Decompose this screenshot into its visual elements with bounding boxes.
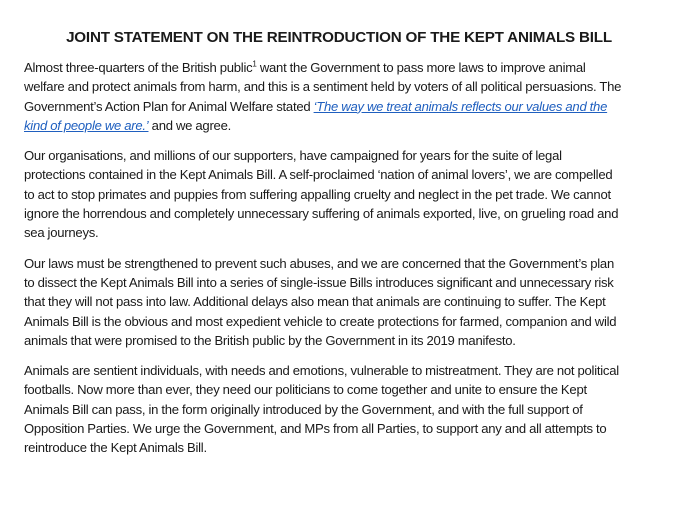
paragraph-2: Our organisations, and millions of our supporters, have campaigned for years for the suite of legal protections contained in the Kept Animals Bill. A self-proclaimed ‘nation of animal lovers’, we are compelled to act to stop primates and puppies from suffering appalling cruelty and neglect in the pet trade. We cannot ignore the horrendous and completely unnecessary suffering of animals exported, live, on grueling road and sea journeys. xyxy=(24,148,619,241)
paragraph-1 xyxy=(24,58,624,135)
paragraph-1-text-middle: want the Government to pass more laws to improve animal welfare and protect animals from harm, and this is a sentiment held by voters of all political persuasions. The Government’s Action Plan for Animal Welfare stated xyxy=(24,60,622,114)
action-plan-quote-link[interactable]: ‘The way we treat animals reflects our values and the kind of people we are.’ xyxy=(24,98,608,133)
paragraph-1-text-end: and we agree. xyxy=(148,117,232,133)
document-title: JOINT STATEMENT ON THE REINTRODUCTION OF THE KEPT ANIMALS BILL xyxy=(66,29,612,46)
paragraph-1-text-start: Almost three-quarters of the British public xyxy=(24,60,253,75)
paragraph-3: Our laws must be strengthened to prevent such abuses, and we are concerned that the Government’s plan to dissect the Kept Animals Bill into a series of single-issue Bills introduces significant and unnecessary risk that they will not pass into law. Additional delays also mean that animals are continuing to suffer. The Kept Animals Bill is the obvious and most expedient vehicle to create protections for farmed, companion and wild animals that were promised to the British public by the Government in its 2019 manifesto. xyxy=(24,255,617,348)
paragraph-4: Animals are sentient individuals, with needs and emotions, vulnerable to mistreatment. They are not political footballs. Now more than ever, they need our politicians to come together and unite to ensure the Kept Animals Bill can pass, in the form originally introduced by the Government, and with the full support of Opposition Parties. We urge the Government, and MPs from all Parties, to support any and all attempts to reintroduce the Kept Animals Bill. xyxy=(24,363,619,456)
footnote-marker[interactable]: 1 xyxy=(252,59,257,69)
